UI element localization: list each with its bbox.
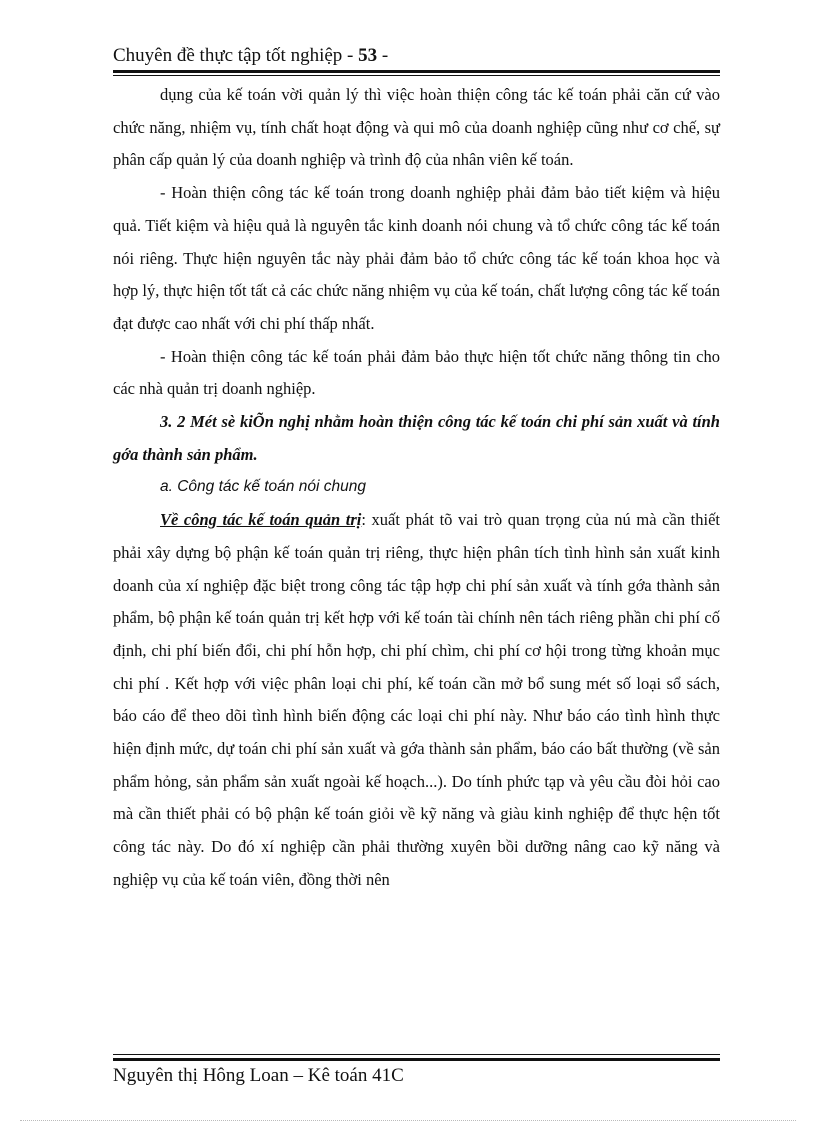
document-body [113,79,720,897]
header-rule-thick [113,70,720,73]
paragraph-2: - Hoàn thiện công tác kế toán trong doanh nghiệp phải đảm bảo tiết kiệm và hiệu quả. Tiết kiệm và hiệu quả là nguyên tắc kinh doanh nói chung và tổ chức công tác kế toán nói riêng. Thực hiện nguyên tắc này phải đảm bảo tổ chức công tác kế toán khoa học và hợp lý, thực hiện tốt tất cả các chức năng nhiệm vụ của kế toán, chất lượng công tác kế toán đạt được cao nhất với chi phí thấp nhất. [113,183,720,333]
page-edge-dotted-line [20,1120,796,1121]
page-number: 53 [358,45,378,66]
header-suffix: - [377,45,389,66]
page-footer: Nguyên thị Hông Loan – Kê toán 41C [113,1065,404,1086]
header-rule-thin [113,75,720,76]
section-heading: 3. 2 Mét sè kiÕn nghị nhằm hoàn thiện công tác kế toán chi phí sản xuất và tính gớa thành sản phẩm. [113,412,720,464]
paragraph-1: dụng của kế toán vời quản lý thì việc hoàn thiện công tác kế toán phải căn cứ vào chức năng, nhiệm vụ, tính chất hoạt động và qui mô của doanh nghiệp cũng như cơ chế, sự phân cấp quản lý của doanh nghiệp và trình độ của nhân viên kế toán. [113,85,720,170]
subheading: a. Công tác kế toán nói chung [160,478,366,496]
header-title: Chuyên đề thực tập tốt nghiệp - [113,45,359,66]
paragraph-lead: Về công tác kế toán quản trị [160,510,362,530]
paragraph-main [113,504,720,896]
paragraph-3: - Hoàn thiện công tác kế toán phải đảm bảo thực hiện tốt chức năng thông tin cho các nhà quản trị doanh nghiệp. [113,346,720,399]
footer-rule-thick [113,1058,720,1061]
paragraph-text: : xuất phát tõ vai trò quan trọng của nú mà cần thiết phải xây dựng bộ phận kế toán quản trị riêng, thực hiện phân tích tình hình sản xuất kinh doanh của xí nghiệp đặc biệt trong công tác tập hợp chi phí sản xuất và tính gớa thành sản phẩm, bộ phận kế toán quản trị kết hợp với kế toán tài chính nên tách riêng phần chi phí cố định, chi phí biến đổi, chi phí hỗn hợp, chi phí chìm, chi phí cơ hội trong từng khoản mục chi phí . Kết hợp với việc phân loại chi phí, kế toán cần mở bổ sung mét số loại sổ sách, báo cáo để theo dõi tình hình biến động các loại chi phí này. Như báo cáo tình hình thực hiện định mức, dự toán chi phí sản xuất và gớa thành sản phẩm, báo cáo bất thường (về sản phẩm hỏng, sản phẩm sản xuất ngoài kế hoạch...). Do tính phức tạp và yêu cầu đòi hỏi cao mà cần thiết phải có bộ phận kế toán giỏi về kỹ năng và giàu kinh nghiệp để thực hện tốt công tác này. Do đó xí nghiệp cần phải thường xuyên bồi dưỡng nâng cao kỹ năng và nghiệp vụ của kế toán viên, đồng thời nên [113,510,720,889]
page-header [113,42,720,70]
footer-rule-thin [113,1054,720,1055]
